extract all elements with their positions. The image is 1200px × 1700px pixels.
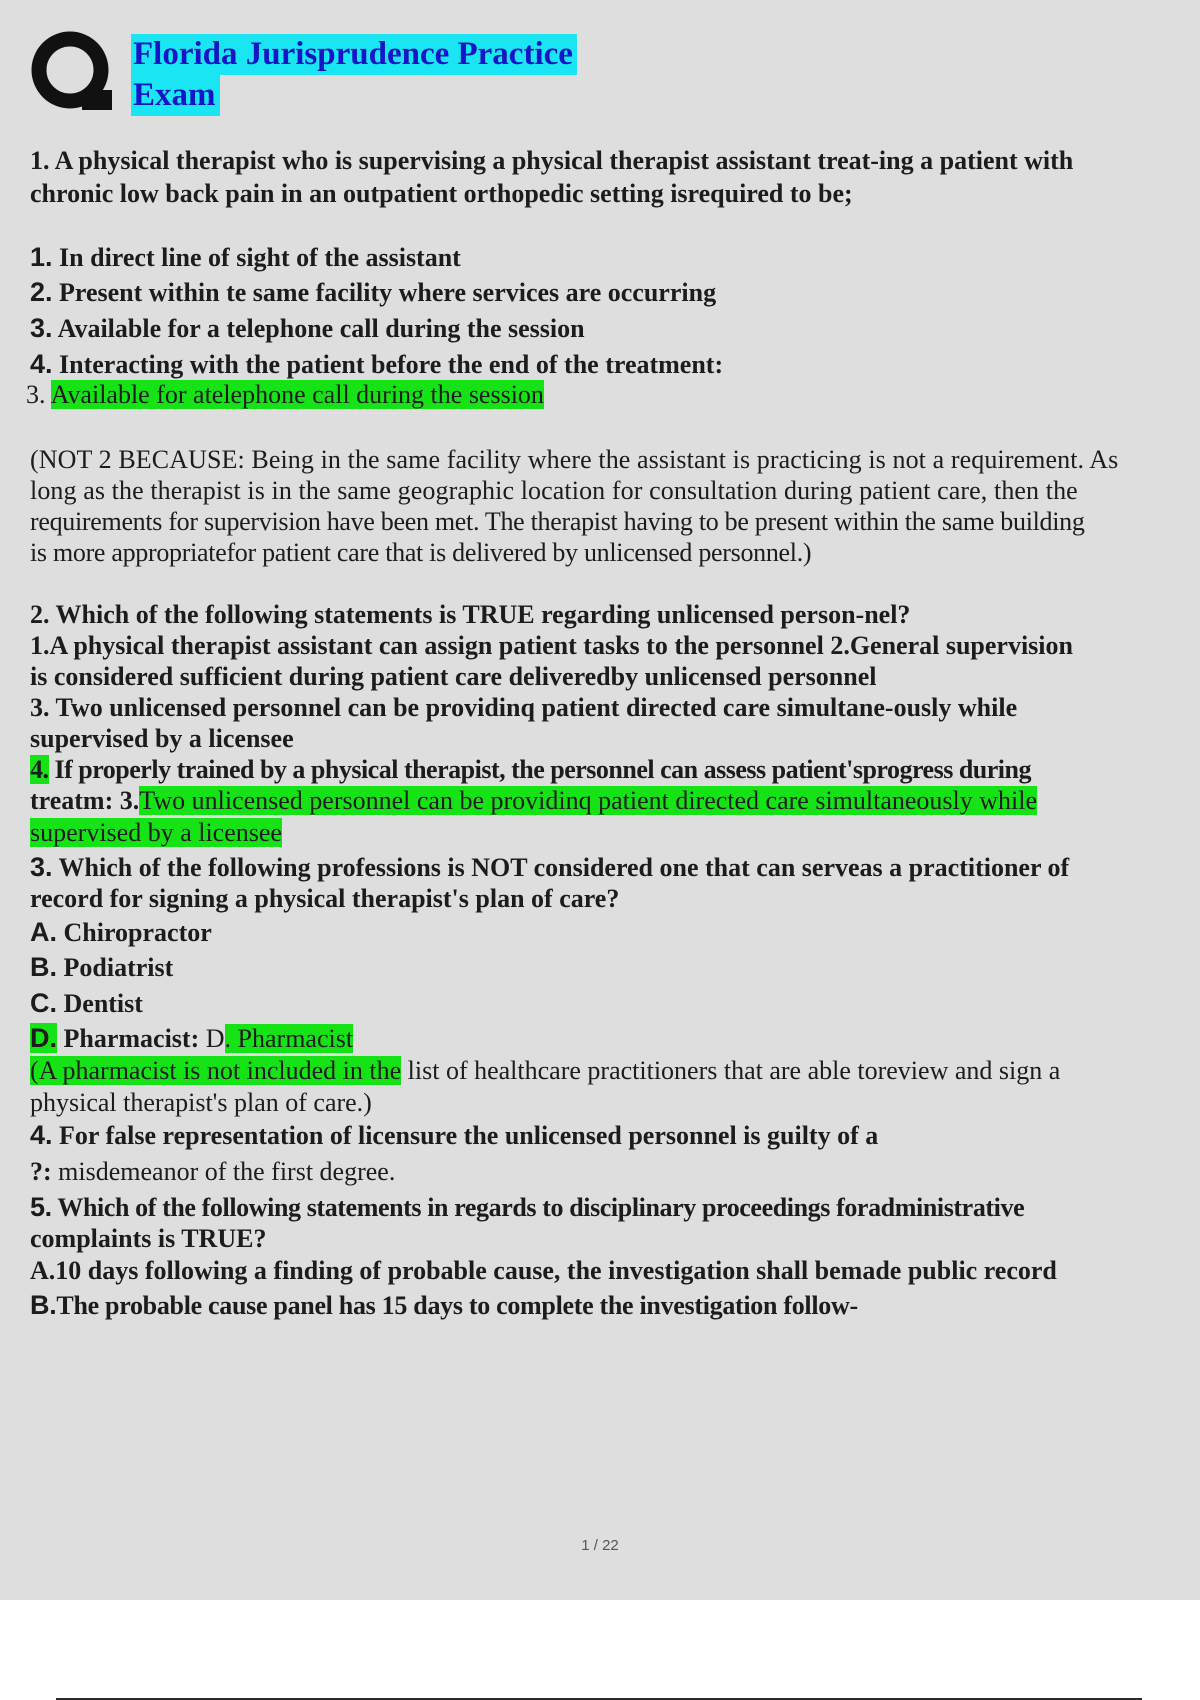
q3-option-c-letter: C.: [30, 988, 57, 1018]
q5-option-b-letter: B.: [30, 1290, 57, 1320]
q2-line-2: is considered sufficient during patient care deliveredby unlicensed personnel: [30, 662, 877, 691]
q3-stem-line-1: [30, 851, 1069, 884]
q3-explanation-highlight: (A pharmacist is not included in the: [30, 1056, 402, 1085]
q5-stem-num: 5.: [30, 1192, 52, 1222]
q5-option-b: [30, 1289, 858, 1322]
q1-option-3: [30, 312, 585, 345]
q3-stem-line-2: record for signing a physical therapist's plan of care?: [30, 884, 620, 913]
q1-stem-line-2: chronic low back pain in an outpatient orthopedic setting isrequired to be;: [30, 179, 853, 208]
q2-answer-line-1: Two unlicensed personnel can be providinq patient directed care simultaneously while: [139, 786, 1038, 815]
q1-option-1: [30, 241, 461, 274]
q1-option-2-num: 2.: [30, 277, 53, 307]
q3-option-c: [30, 987, 143, 1020]
q2-line-5-text: If properly trained by a physical therapist, the personnel can assess patient'sprogress during: [48, 755, 1031, 784]
q2-line-3: 3. Two unlicensed personnel can be providinq patient directed care simultane-ously while: [30, 693, 1018, 722]
q3-explanation-rest: list of healthcare practitioners that are able toreview and sign a: [401, 1056, 1061, 1085]
q1-option-2-text: Present within te same facility where services are occurring: [52, 278, 717, 307]
q3-explanation-line-2: physical therapist's plan of care.): [30, 1088, 372, 1117]
title-line-2: Exam: [131, 75, 220, 116]
q4-stem-text: For false representation of licensure the unlicensed personnel is guilty of a: [52, 1121, 879, 1150]
q1-option-3-num: 3.: [30, 313, 53, 343]
q3-stem-text: Which of the following professions is NOT considered one that can serveas a practitioner of: [52, 853, 1070, 882]
q3-answer-prefix: D: [199, 1024, 225, 1053]
q2-stem: 2. Which of the following statements is TRUE regarding unlicensed person-nel?: [30, 600, 911, 629]
q2-line-6: [30, 785, 1037, 817]
q3-option-d-letter: D.: [30, 1023, 57, 1053]
q3-stem-num: 3.: [30, 852, 53, 882]
q5-stem-text: Which of the following statements in regards to disciplinary proceedings foradministrative: [51, 1193, 1025, 1222]
title-line-1: Florida Jurisprudence Practice: [131, 34, 577, 75]
q-logo-icon: [30, 30, 114, 114]
q2-line-5-num: 4.: [30, 755, 49, 784]
q4-answer: [30, 1156, 395, 1188]
q2-answer-line-2: supervised by a licensee: [30, 818, 282, 847]
q1-stem-line-1: 1. A physical therapist who is supervising a physical therapist assistant treat-ing a patient with: [30, 146, 1074, 175]
q1-explanation-line-1: (NOT 2 BECAUSE: Being in the same facility where the assistant is practicing is not a requirement. As: [30, 445, 1119, 474]
q3-option-a-text: Chiropractor: [57, 918, 212, 947]
q1-option-3-text: Available for a telephone call during the session: [52, 314, 585, 343]
q1-explanation-line-2: long as the therapist is in the same geographic location for consultation during patient care, then the: [30, 476, 1078, 505]
q2-line-4: supervised by a licensee: [30, 724, 294, 753]
q3-option-c-text: Dentist: [57, 989, 143, 1018]
q1-explanation-line-3: requirements for supervision have been met. The therapist having to be present within the same building: [30, 507, 1085, 536]
q2-line-7: [30, 817, 282, 849]
q3-option-b-text: Podiatrist: [57, 953, 174, 982]
q1-option-4: [30, 348, 723, 381]
q5-option-a: A.10 days following a finding of probable cause, the investigation shall bemade public record: [30, 1256, 1057, 1285]
q3-option-a-letter: A.: [30, 917, 57, 947]
q2-line-5: [30, 754, 1031, 786]
q3-option-d: [30, 1022, 353, 1055]
q1-explanation-line-4: is more appropriatefor patient care that is delivered by unlicensed personnel.): [30, 538, 812, 567]
q4-stem-num: 4.: [30, 1120, 53, 1150]
q4-answer-prefix: ?:: [30, 1157, 52, 1186]
q1-option-1-text: In direct line of sight of the assistant: [52, 243, 461, 272]
q1-option-2: [30, 276, 716, 309]
q4-stem: [30, 1119, 878, 1152]
q3-option-b: [30, 951, 173, 984]
q1-answer: [26, 379, 544, 411]
q3-option-a: [30, 916, 212, 949]
q3-explanation-line-1: [30, 1055, 1060, 1087]
page-number: 1 / 22: [581, 1537, 619, 1554]
q1-answer-num: 3.: [26, 380, 51, 409]
q2-line-6-prefix: treatm: 3.: [30, 786, 140, 815]
q3-option-b-letter: B.: [30, 952, 57, 982]
q1-option-4-num: 4.: [30, 349, 53, 379]
q4-answer-text: misdemeanor of the first degree.: [51, 1157, 396, 1186]
document-title: [131, 34, 577, 116]
q1-answer-text: Available for atelephone call during the session: [50, 380, 544, 409]
q5-stem-line-1: [30, 1191, 1024, 1224]
q3-answer-text: . Pharmacist: [224, 1024, 354, 1053]
q1-option-4-text: Interacting with the patient before the end of the treatment:: [52, 350, 724, 379]
q3-option-d-text: Pharmacist:: [57, 1024, 200, 1053]
q5-option-b-text: The probable cause panel has 15 days to complete the investigation follow-: [56, 1291, 858, 1320]
q5-stem-line-2: complaints is TRUE?: [30, 1224, 267, 1253]
q1-option-1-num: 1.: [30, 242, 53, 272]
q2-line-1: 1.A physical therapist assistant can assign patient tasks to the personnel 2.General supervision: [30, 631, 1073, 660]
